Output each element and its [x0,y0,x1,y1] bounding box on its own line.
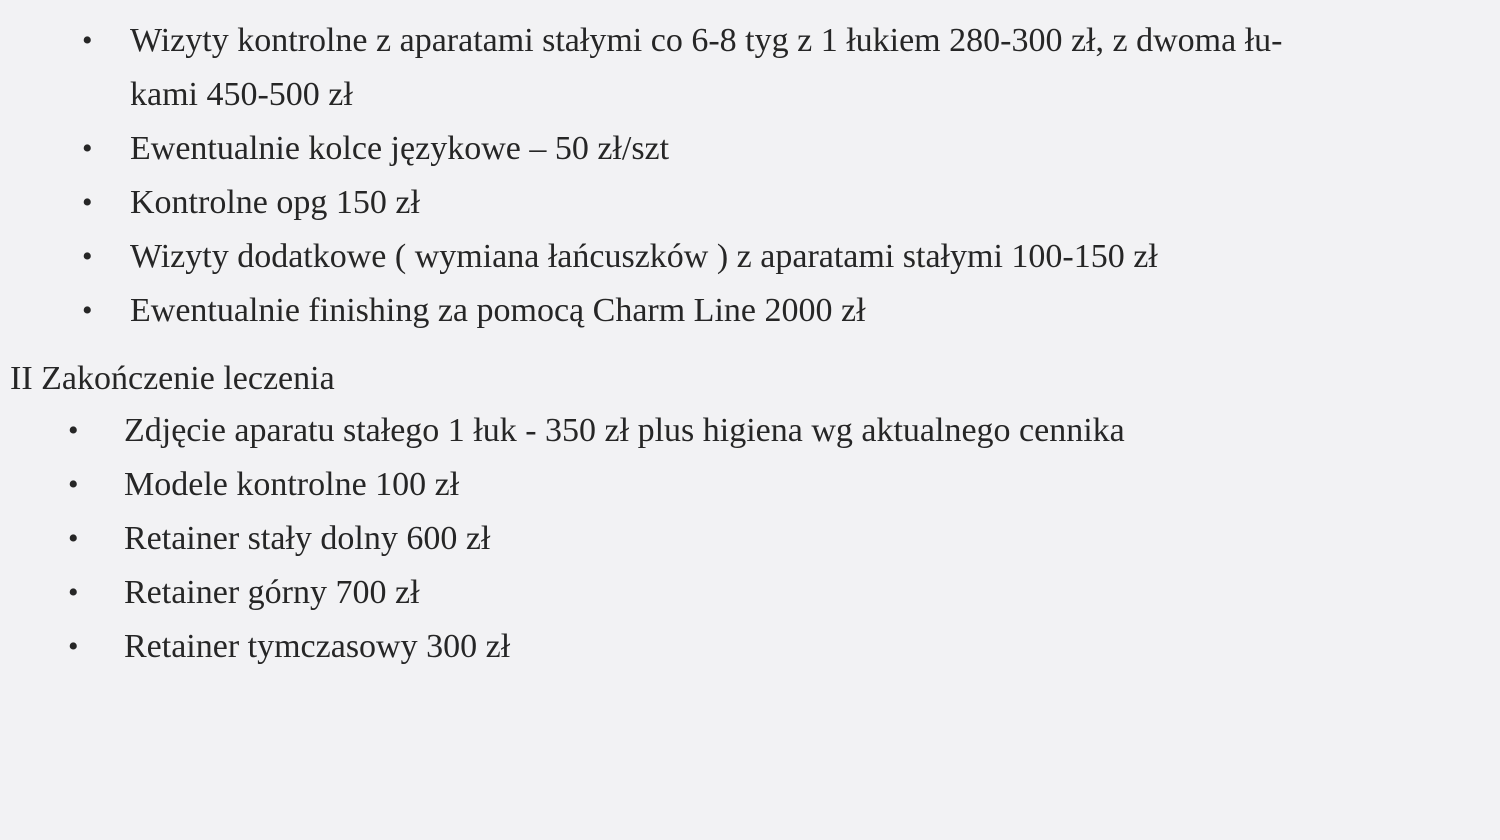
bullet-icon: • [68,522,79,555]
list-item-text: Zdjęcie aparatu stałego 1 łuk - 350 zł plus higiena wg aktualnego cennika [124,412,1125,449]
bullet-icon: • [68,414,79,447]
bullet-icon: • [82,24,93,57]
list-item [0,512,1424,566]
list-item [0,230,1420,284]
list-item-text: Retainer tymczasowy 300 zł [124,628,511,665]
list-item-text: Ewentualnie finishing za pomocą Charm Line 2000 zł [130,292,866,329]
list-item [0,14,1420,122]
price-list-continued [0,14,1420,338]
bullet-icon: • [82,240,93,273]
list-item [0,458,1424,512]
list-item-text: Modele kontrolne 100 zł [124,466,460,503]
list-item-text: Kontrolne opg 150 zł [130,184,420,221]
list-item [0,566,1424,620]
bullet-icon: • [82,294,93,327]
bullet-icon: • [68,576,79,609]
list-item-text-line-1: Wizyty kontrolne z aparatami stałymi co 6-8 tyg z 1 łukiem 280-300 zł, z dwoma łu- [130,22,1283,59]
list-item-text: Retainer górny 700 zł [124,574,420,611]
price-list-completion [0,404,1424,674]
list-item [0,122,1420,176]
list-item-text-line-2: kami 450-500 zł [130,76,353,113]
bullet-icon: • [68,630,79,663]
bullet-icon: • [82,132,93,165]
list-item [0,284,1420,338]
bullet-icon: • [82,186,93,219]
list-item-text: Retainer stały dolny 600 zł [124,520,491,557]
list-item [0,176,1420,230]
section-heading: II Zakończenie leczenia [10,360,335,397]
list-item-text: Ewentualnie kolce językowe – 50 zł/szt [130,130,670,167]
list-item [0,620,1424,674]
bullet-icon: • [68,468,79,501]
list-item [0,404,1424,458]
list-item-text: Wizyty dodatkowe ( wymiana łańcuszków ) z aparatami stałymi 100-150 zł [130,238,1158,275]
